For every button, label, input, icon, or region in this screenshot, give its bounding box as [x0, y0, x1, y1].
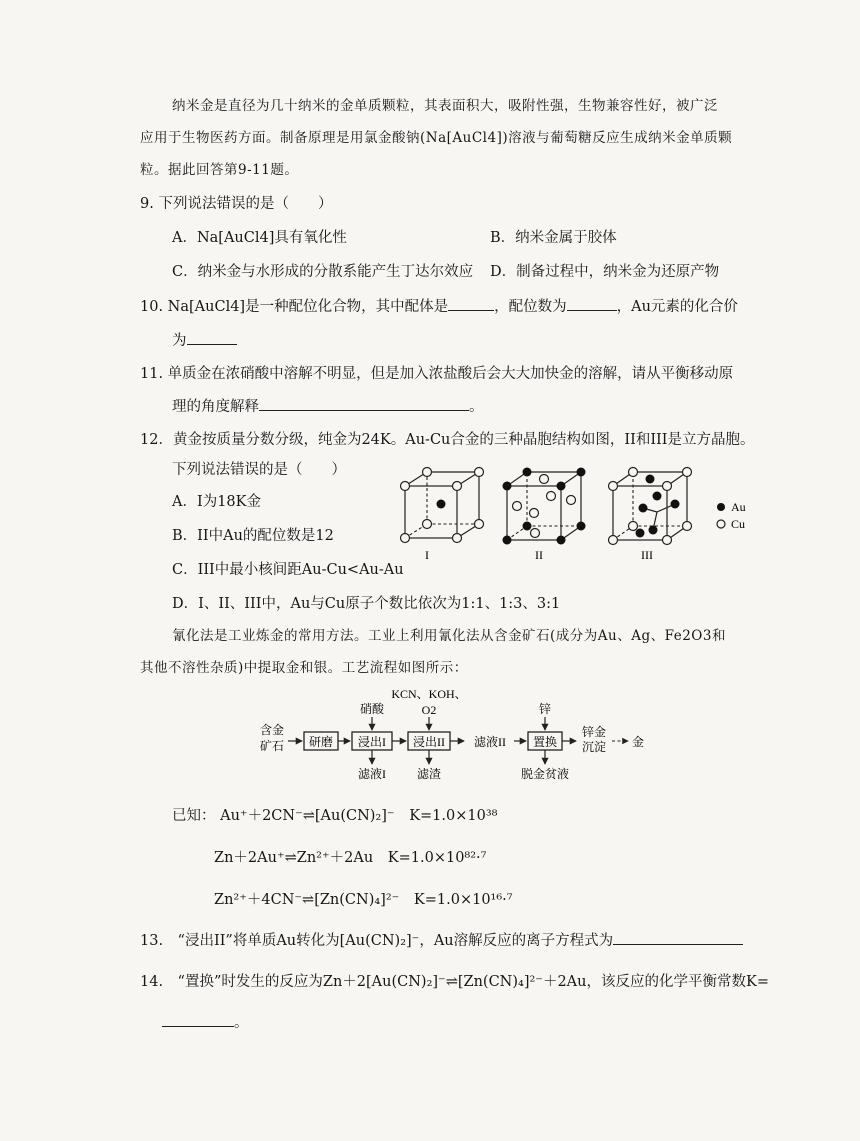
cu-atom [401, 534, 410, 543]
eq2-k: K=1.0×10⁸²·⁷ [387, 850, 487, 866]
cyanide-line-2: 其他不溶性杂质)中提取金和银。工艺流程如图所示： [140, 660, 468, 676]
q13-text: 13. “浸出II”将单质Au转化为[Au(CN)₂]⁻，Au溶解反应的离子方程式为 [140, 933, 614, 949]
cu-atom [423, 468, 432, 477]
q10-text-b: ，配位数为 [494, 299, 567, 315]
cu-atom [475, 468, 484, 477]
filtrate2-label: 滤液II [474, 735, 506, 749]
replace-label: 置换 [532, 735, 558, 749]
q10-text-c: ，Au元素的化合价 [616, 299, 738, 315]
reagent2-label-2: O2 [421, 703, 437, 717]
q10-ligand-blank[interactable] [448, 296, 494, 311]
known-eq-1 [172, 806, 497, 826]
q9-option-b: B．纳米金属于胶体 [490, 230, 617, 246]
intro-line-2: 应用于生物医药方面。制备原理是用氯金酸钠(Na[AuCl4])溶液与葡萄糖反应生成纳米金单质颗 [140, 130, 733, 146]
q11-line-1: 11. 单质金在浓硝酸中溶解不明显，但是加入浓盐酸后会大大加快金的溶解，请从平衡移动原 [140, 366, 734, 382]
q11-text: 理的角度解释 [172, 399, 259, 415]
barren-label: 脱金贫液 [520, 767, 570, 781]
cu-atom [475, 520, 484, 529]
precip-label-2: 沉淀 [581, 740, 607, 754]
q9-option-c: C．纳米金与水形成的分散系能产生丁达尔效应 [172, 264, 474, 280]
eq1-text: Au⁺＋2CN⁻⇌[Au(CN)₂]⁻ [220, 808, 395, 824]
cu-atom [401, 482, 410, 491]
q9-stem: 9. 下列说法错误的是（ ） [140, 196, 333, 212]
ore-label-2: 矿石 [259, 739, 285, 753]
process-flow-diagram [250, 688, 670, 788]
legend-cu-marker [717, 520, 725, 528]
reagent1-label: 硝酸 [359, 702, 385, 716]
filtrate1-label: 滤液I [358, 767, 386, 781]
legend-au-marker [717, 503, 725, 511]
q13-answer-blank[interactable] [613, 930, 743, 945]
cell-i [401, 468, 484, 563]
ore-label-1: 含金 [259, 723, 285, 737]
q11-line-2 [172, 396, 484, 417]
q13-line [140, 930, 743, 951]
cell-iii-label: III [641, 548, 653, 562]
q14-line: 14. “置换”时发生的反应为Zn＋2[Au(CN)₂]⁻⇌[Zn(CN)₄]²⁻＋2Au，该反应的化学平衡常数K= [140, 974, 769, 990]
q9-option-d: D．制备过程中，纳米金为还原产物 [490, 264, 720, 280]
cu-atom [453, 534, 462, 543]
grind-label: 研磨 [308, 735, 334, 749]
eq2-text: Zn＋2Au⁺⇌Zn²⁺＋2Au [214, 850, 374, 866]
q12-option-a: A．I为18K金 [172, 494, 261, 510]
au-atom [437, 500, 446, 509]
leach1-label: 浸出I [358, 735, 386, 749]
q14-answer-blank[interactable] [162, 1012, 234, 1027]
leach2-label: 浸出II [413, 735, 445, 749]
q14-answer-line [162, 1012, 249, 1033]
eq3-text: Zn²⁺＋4CN⁻⇌[Zn(CN)₄]²⁻ [214, 892, 400, 908]
crystal-cells-figure [385, 460, 765, 570]
q11-answer-blank[interactable] [259, 396, 469, 411]
cu-atom [453, 482, 462, 491]
q12-option-d: D．I、II、III中，Au与Cu原子个数比依次为1:1、1:3、3:1 [172, 596, 561, 612]
known-label: 已知： [172, 808, 216, 824]
cyanide-line-1: 氰化法是工业炼金的常用方法。工业上利用氰化法从含金矿石(成分为Au、Ag、Fe2O3和 [172, 628, 726, 644]
q10-text-a: 10. Na[AuCl4]是一种配位化合物，其中配体是 [140, 299, 449, 315]
q14-end: 。 [234, 1015, 249, 1031]
q10-text-d: 为 [172, 333, 187, 349]
intro-line-3: 粒。据此回答第9-11题。 [140, 162, 299, 178]
q12-stem: 12．黄金按质量分数分级，纯金为24K。Au-Cu合金的三种晶胞结构如图，II和III是立方晶胞。 [140, 432, 755, 448]
gold-label: 金 [631, 735, 645, 749]
known-eq-2 [214, 848, 486, 868]
q12-sub-stem: 下列说法错误的是（ ） [172, 462, 346, 478]
q10-line-1 [140, 296, 738, 317]
eq1-k: K=1.0×10³⁸ [409, 808, 498, 824]
q12-option-b: B．II中Au的配位数是12 [172, 528, 334, 544]
cell-ii-label: II [535, 548, 543, 562]
q10-coordination-number-blank[interactable] [567, 296, 617, 311]
q9-option-a: A．Na[AuCl4]具有氧化性 [172, 230, 347, 246]
q10-line-2 [172, 330, 237, 351]
precip-label-1: 锌金 [581, 725, 607, 739]
known-eq-3 [214, 890, 513, 910]
cell-i-label: I [425, 548, 429, 562]
intro-line-1: 纳米金是直径为几十纳米的金单质颗粒，其表面积大，吸附性强，生物兼容性好，被广泛 [172, 98, 718, 114]
q11-end: 。 [469, 399, 484, 415]
residue-label: 滤渣 [416, 767, 442, 781]
q12-option-c: C．III中最小核间距Au-Cu<Au-Au [172, 562, 404, 578]
cu-atom [423, 520, 432, 529]
legend-cu-label: Cu [731, 517, 746, 531]
cell-ii [503, 468, 586, 563]
reagent2-label-1: KCN、KOH、 [391, 688, 467, 701]
cell-iii [609, 468, 692, 563]
q10-valence-blank[interactable] [187, 330, 237, 345]
zinc-label: 锌 [538, 702, 552, 716]
eq3-k: K=1.0×10¹⁶·⁷ [413, 892, 513, 908]
legend-au-label: Au [731, 500, 746, 514]
